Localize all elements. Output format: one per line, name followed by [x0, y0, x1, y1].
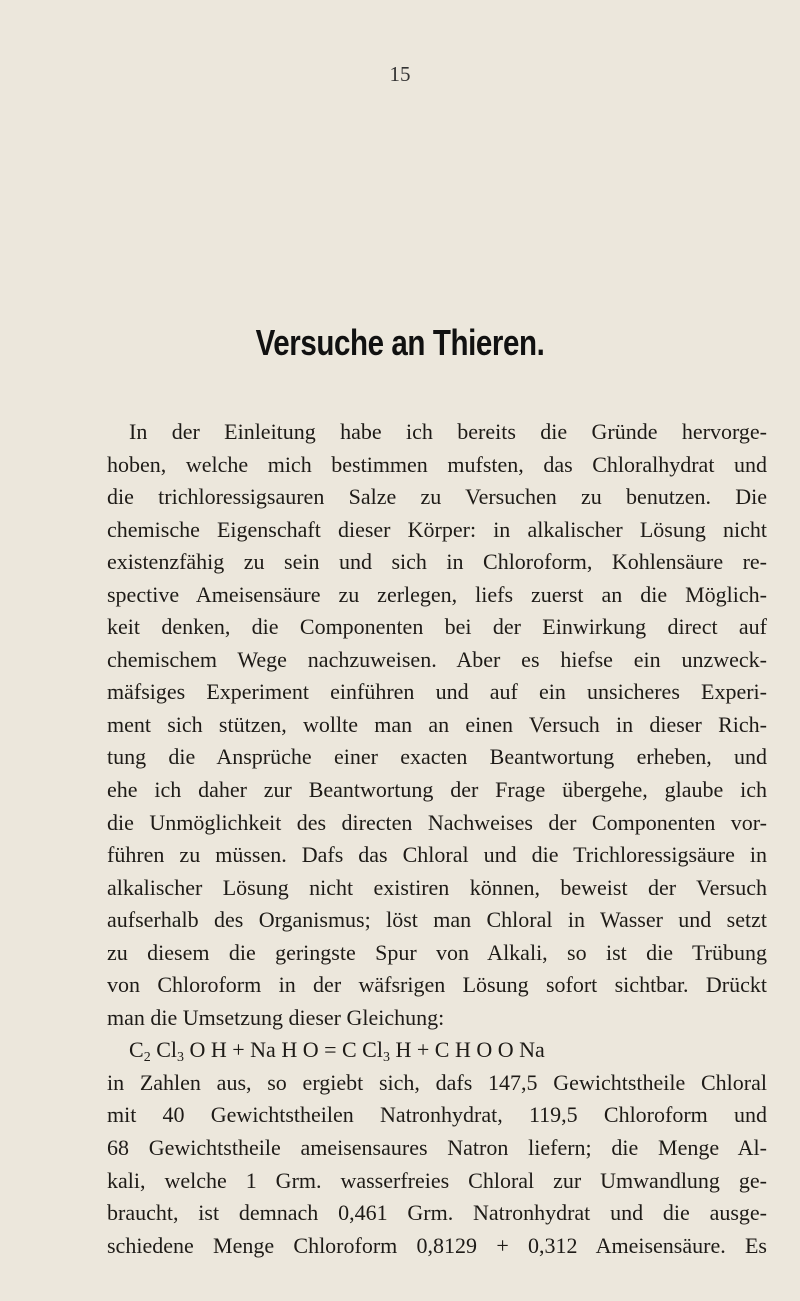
formula-part: O H + Na H O = C Cl	[183, 1037, 383, 1063]
text-line: von Chloroform in der wäfsrigen Lösung sofort sichtbar. Drückt	[107, 972, 767, 998]
text-line: aufserhalb des Organismus; löst man Chloral in Wasser und setzt	[107, 907, 767, 933]
text-line: tung die Ansprüche einer exacten Beantwortung erheben, und	[107, 744, 767, 770]
text-line: keit denken, die Componenten bei der Einwirkung direct auf	[107, 614, 767, 640]
formula-subscript: 3	[382, 1050, 390, 1066]
text-line: braucht, ist demnach 0,461 Grm. Natronhydrat und die ausge-	[107, 1200, 767, 1226]
text-line: zu diesem die geringste Spur von Alkali, so ist die Trübung	[107, 939, 767, 965]
text-line: chemischem Wege nachzuweisen. Aber es hiefse ein unzweck-	[107, 646, 767, 672]
text-line: ment sich stützen, wollte man an einen Versuch in dieser Rich-	[107, 711, 767, 737]
text-line: mäfsiges Experiment einführen und auf ein unsicheres Experi-	[107, 679, 767, 705]
formula-part: H + C H O O Na	[389, 1037, 545, 1063]
text-line: alkalischer Lösung nicht existiren können, beweist der Versuch	[107, 874, 767, 900]
text-line: schiedene Menge Chloroform 0,8129 + 0,312 Ameisensäure. Es	[107, 1232, 767, 1258]
text-line: in Zahlen aus, so ergiebt sich, dafs 147,5 Gewichtstheile Chloral	[107, 1069, 767, 1095]
formula-subscript: 3	[176, 1050, 184, 1066]
text-line: In der Einleitung habe ich bereits die Gründe hervorge-	[129, 419, 767, 444]
text-line: 68 Gewichtstheile ameisensaures Natron liefern; die Menge Al-	[107, 1135, 767, 1161]
body-paragraph	[107, 416, 767, 1262]
formula-part: C	[129, 1037, 144, 1063]
formula-subscript: 2	[143, 1050, 151, 1066]
text-line: kali, welche 1 Grm. wasserfreies Chloral zur Umwandlung ge-	[107, 1167, 767, 1193]
text-line: die trichloressigsauren Salze zu Versuchen zu benutzen. Die	[107, 484, 767, 510]
section-heading: Versuche an Thieren.	[255, 322, 545, 363]
formula-part: Cl	[150, 1037, 177, 1063]
text-line: hoben, welche mich bestimmen mufsten, das Chloralhydrat und	[107, 451, 767, 477]
text-line: die Unmöglichkeit des directen Nachweises der Componenten vor-	[107, 809, 767, 835]
text-line: mit 40 Gewichtstheilen Natronhydrat, 119,5 Chloroform und	[107, 1102, 767, 1128]
text-line: spective Ameisensäure zu zerlegen, liefs zuerst an die Möglich-	[107, 581, 767, 607]
text-line: chemische Eigenschaft dieser Körper: in alkalischer Lösung nicht	[107, 516, 767, 542]
text-line: führen zu müssen. Dafs das Chloral und die Trichloressigsäure in	[107, 842, 767, 868]
page-number: 15	[389, 62, 411, 86]
text-line: existenzfähig zu sein und sich in Chloroform, Kohlensäure re-	[107, 549, 767, 575]
chemical-equation	[107, 1034, 767, 1067]
text-line: man die Umsetzung dieser Gleichung:	[107, 1004, 445, 1030]
text-line: ehe ich daher zur Beantwortung der Frage übergehe, glaube ich	[107, 777, 767, 803]
